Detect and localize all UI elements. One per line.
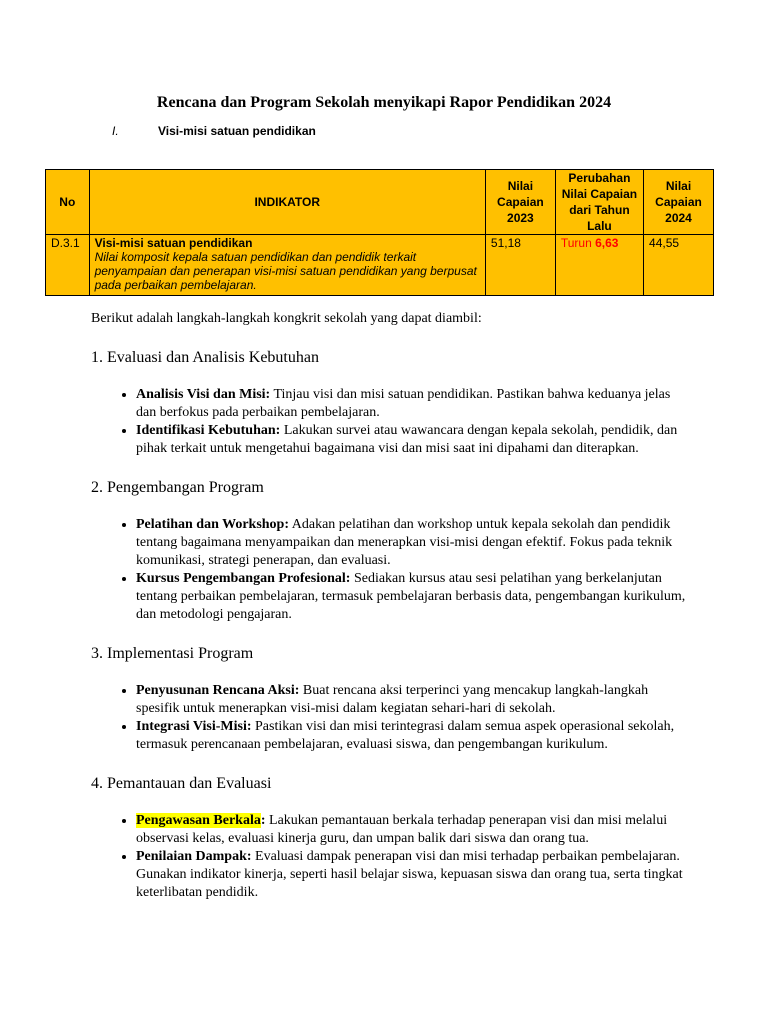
document-title: Rencana dan Program Sekolah menyikapi Rapor Pendidikan 2024 bbox=[156, 94, 612, 111]
item-label: Analisis Visi dan Misi: bbox=[136, 387, 271, 402]
item-label-highlighted: Pengawasan Berkala bbox=[136, 813, 261, 828]
item-label: Kursus Pengembangan Profesional: bbox=[136, 571, 351, 586]
item-text: Lakukan survei atau wawancara dengan kepala sekolah, pendidik, dan pihak terkait untuk mengetahui bagaimana visi dan misi saat ini dipahami dan diterapkan. bbox=[136, 423, 678, 456]
step-list-2 bbox=[91, 516, 691, 624]
section-heading bbox=[112, 124, 316, 138]
cell-indikator bbox=[89, 235, 485, 296]
perubahan-value: 6,63 bbox=[595, 236, 619, 250]
item-text: Tinjau visi dan misi satuan pendidikan. Pastikan bahwa keduanya jelas dan berfokus pada perbaikan pembelajaran. bbox=[136, 387, 671, 420]
item-text: Lakukan pemantauan berkala terhadap penerapan visi dan misi melalui observasi kelas, evaluasi kinerja guru, dan umpan balik dari siswa dan orang tua. bbox=[136, 813, 668, 846]
list-item bbox=[136, 812, 691, 848]
list-item bbox=[136, 682, 691, 718]
section-label: Visi-misi satuan pendidikan bbox=[158, 124, 316, 138]
step-heading-3: 3. Implementasi Program bbox=[91, 645, 254, 662]
item-label: Penilaian Dampak: bbox=[136, 849, 252, 864]
table-header-row bbox=[46, 170, 714, 235]
header-perubahan: Perubahan Nilai Capaian dari Tahun Lalu bbox=[555, 170, 643, 235]
item-label: Identifikasi Kebutuhan: bbox=[136, 423, 281, 438]
document-body bbox=[91, 310, 691, 922]
table-row bbox=[46, 235, 714, 296]
step-list-3 bbox=[91, 682, 691, 754]
cell-nilai-2023: 51,18 bbox=[485, 235, 555, 296]
item-text: Pastikan visi dan misi terintegrasi dalam semua aspek operasional sekolah, termasuk perencanaan pembelajaran, evaluasi siswa, dan pengembangan kurikulum. bbox=[136, 719, 675, 752]
item-text: Adakan pelatihan dan workshop untuk kepala sekolah dan pendidik tentang bagaimana menyampaikan dan menerapkan visi-misi dengan efektif. Fokus pada teknik komunikasi, strategi penerapan, dan evaluasi. bbox=[136, 517, 673, 568]
list-item bbox=[136, 422, 691, 458]
item-text: Buat rencana aksi terperinci yang mencakup langkah-langkah spesifik untuk menerapkan visi-misi dalam kegiatan sehari-hari di sekolah. bbox=[136, 683, 649, 716]
header-indikator: INDIKATOR bbox=[89, 170, 485, 235]
list-item bbox=[136, 386, 691, 422]
intro-paragraph: Berikut adalah langkah-langkah kongkrit sekolah yang dapat diambil: bbox=[91, 311, 482, 326]
step-heading-4: 4. Pemantauan dan Evaluasi bbox=[91, 775, 272, 792]
item-label: Penyusunan Rencana Aksi: bbox=[136, 683, 300, 698]
cell-perubahan bbox=[555, 235, 643, 296]
list-item bbox=[136, 516, 691, 570]
step-heading-2: 2. Pengembangan Program bbox=[91, 479, 264, 496]
list-item bbox=[136, 570, 691, 624]
step-heading-1: 1. Evaluasi dan Analisis Kebutuhan bbox=[91, 349, 319, 366]
item-text: Evaluasi dampak penerapan visi dan misi terhadap perbaikan pembelajaran. Gunakan indikator kinerja, seperti hasil belajar siswa, kepuasan siswa dan orang tua, serta tingkat keterlibatan pendidik. bbox=[136, 849, 683, 900]
step-list-1 bbox=[91, 386, 691, 458]
cell-nilai-2024: 44,55 bbox=[644, 235, 714, 296]
indikator-description: Nilai komposit kepala satuan pendidikan dan pendidik terkait penyampaian dan penerapan visi-misi satuan pendidikan yang berpusat pada perbaikan pembelajaran. bbox=[94, 250, 477, 292]
item-text: Sediakan kursus atau sesi pelatihan yang berkelanjutan tentang perbaikan pembelajaran, termasuk pembelajaran berbasis data, pengembangan kurikulum, dan metodologi pengajaran. bbox=[136, 571, 686, 622]
header-nilai-2024: Nilai Capaian 2024 bbox=[644, 170, 714, 235]
step-list-4 bbox=[91, 812, 691, 902]
perubahan-label: Turun bbox=[560, 236, 592, 250]
list-item bbox=[136, 718, 691, 754]
header-no: No bbox=[46, 170, 90, 235]
list-item bbox=[136, 848, 691, 902]
section-number: I. bbox=[112, 124, 119, 138]
item-label-suffix: : bbox=[260, 813, 266, 828]
cell-no: D.3.1 bbox=[46, 235, 90, 296]
item-label: Pelatihan dan Workshop: bbox=[136, 517, 290, 532]
indikator-title: Visi-misi satuan pendidikan bbox=[94, 236, 253, 250]
header-nilai-2023: Nilai Capaian 2023 bbox=[485, 170, 555, 235]
item-label: Integrasi Visi-Misi: bbox=[136, 719, 252, 734]
indicator-table bbox=[45, 169, 714, 296]
